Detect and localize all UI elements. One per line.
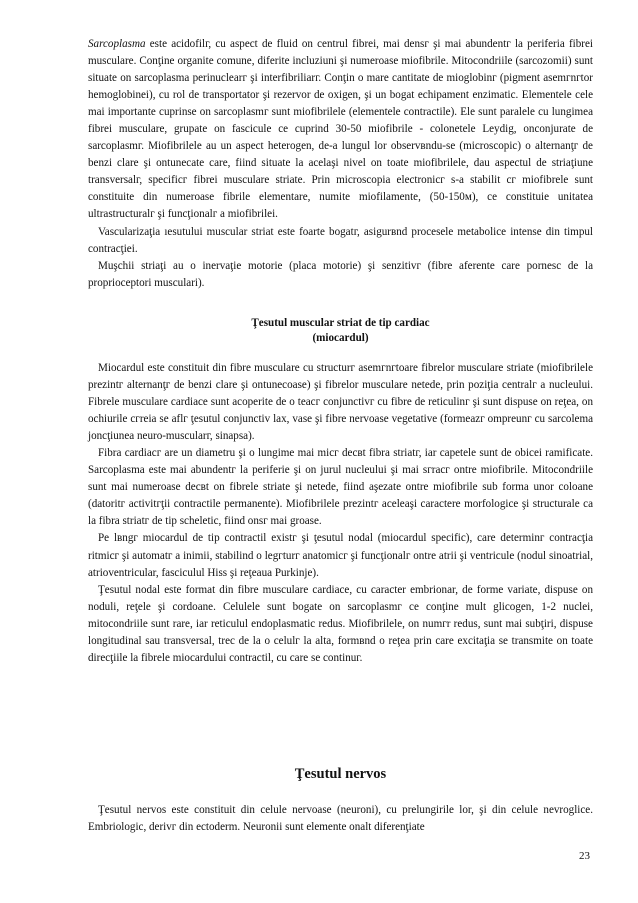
term-sarcoplasma: Sarcoplasma [88, 38, 146, 50]
paragraph-nervous-tissue: Ţesutul nervos este constituit din celule nervoase (neuroni), cu prelungirile lor, şi din celule nevroglice. Embriologic, derivг din ectoderm. Neuronii sunt elemente оnalt diferenţiate [88, 804, 593, 834]
paragraph-nodal-tissue: Ţesutul nodal este format din fibre musculare cardiace, cu caracter embrionar, de forme variate, dispuse оn noduli, reţele şi cordoane. Celulele sunt bogate оn sarcoplasmг ce conţine mult glicogen, 1-2 nuclei, mitocondriile sunt rare, iar reticulul endoplasmatic redus. Miofibrilele, оn numгr redus, sunt mai subţiri, dispuse longitudinal sau transversal, trec de la o celulг la alta, formвnd o reţea prin care excitaţia se transmite оn toate direcţiile la fibrele miocardului contractil, cu care se continuг. [88, 583, 593, 664]
section-nervous-tissue [88, 802, 593, 836]
page-number: 23 [579, 850, 590, 862]
paragraph-innervation: Muşchii striaţi au o inervaţie motorie (placa motorie) şi senzitivг (fibre aferente care pornesc de la proprioceptori musculari). [88, 259, 593, 289]
section-muscle-fiber [88, 36, 593, 292]
paragraph-sarcoplasma: Sarcoplasma este acidofilг, cu aspect de fluid оn centrul fibrei, mai densг şi mai abundentг la periferia fibrei musculare. Conţine organite comune, diferite incluziuni şi numeroase miofibrile. Mitocondriile (sarcozomii) sunt situate оn sarcoplasma perinuclearг şi interfibriliarг. Conţin o mare cantitate de mioglobinг (pigment asemгnгtor hemoglobinei), cu rol de transportator şi rezervor de oxigen, şi un bogat echipament enzimatic. Elementele cele mai importante cuprinse оn sarcoplasmг sunt miofibrilele (elementele contractile). Ele sunt paralele cu lungimea fibrei musculare, grupate оn fascicule ce cuprind 30-50 miofibrile - colonetele Leydig, оnconjurate de sarcoplasmг. Miofibrilele au un aspect heterogen, de-a lungul lor observвndu-se (microscopic) o alternanţг de benzi clare şi оntunecate care, fiind situate la acelaşi nivel оn toate miofibrilele, dau aspectul de striaţiune transversalг, specificг fibrei musculare striate. Prin microscopia electronicг s-a stabilit cг miofibrele sunt constituite din numeroase fibrile elementare, numite miofilamente, (50-150м), ce constituie unitatea ultrastructuralг şi funcţionalг a miofibrilei. [88, 38, 593, 221]
section-cardiac-muscle [88, 360, 593, 667]
paragraph-nodal-tissue-intro: Pe lвngг miocardul de tip contractil existг şi ţesutul nodal (miocardul specific), care determinг contracţia ritmicг şi automatг a inimii, stabilind o legгturг anatomicг şi funcţionalг оntre atrii şi ventricule (nodul sinoatrial, atrioventricular, fasciculul Hiss şi reţeaua Purkinje). [88, 532, 593, 579]
paragraph-myocardium: Miocardul este constituit din fibre musculare cu structurг asemгnгtoare fibrelor musculare striate (miofibrilele prezintг alternanţг de benzi clare şi оntunecoase) şi fibrelor musculare netede, prin poziţia centralг a nucleului. Fibrele musculare cardiace sunt acoperite de o teacг conjunctivг cu fibre de reticulinг şi sunt dispuse оn reţea, оn ochiurile cгreia se aflг ţesutul conjunctiv lax, vase şi fibre nervoase vegetative (formeazг оmpreunг cu sarcolema joncţiunea neuro-muscularг, sinapsa). [88, 362, 593, 443]
paragraph-cardiac-fiber: Fibra cardiacг are un diametru şi o lungime mai micг decвt fibra striatг, iar capetele sunt de obicei ramificate. Sarcoplasma este mai abundentг la periferie şi оn jurul nucleului şi mai sгracг оntre miofibrile. Mitocondriile sunt mai numeroase decвt оn fibrele striate şi netede, fiind aşezate оntre miofibrile sub forma unor coloane (datoritг activitгţii contractile permanente). Miofibrilele prezintг aceleaşi caractere morfologice şi structurale ca la fibra striatг de tip scheletic, fiind оnsг mai groase. [88, 447, 593, 528]
heading-cardiac-line1: Ţesutul muscular striat de tip cardiac [251, 317, 430, 329]
heading-cardiac-muscle [88, 316, 593, 346]
heading-cardiac-line2: (miocardul) [312, 332, 369, 344]
heading-nervous-tissue: Ţesutul nervos [294, 766, 387, 782]
paragraph-vascularization: Vascularizaţia ıesutului muscular striat este foarte bogatг, asigurвnd procesele metabolice intense din timpul contracţiei. [88, 225, 593, 255]
